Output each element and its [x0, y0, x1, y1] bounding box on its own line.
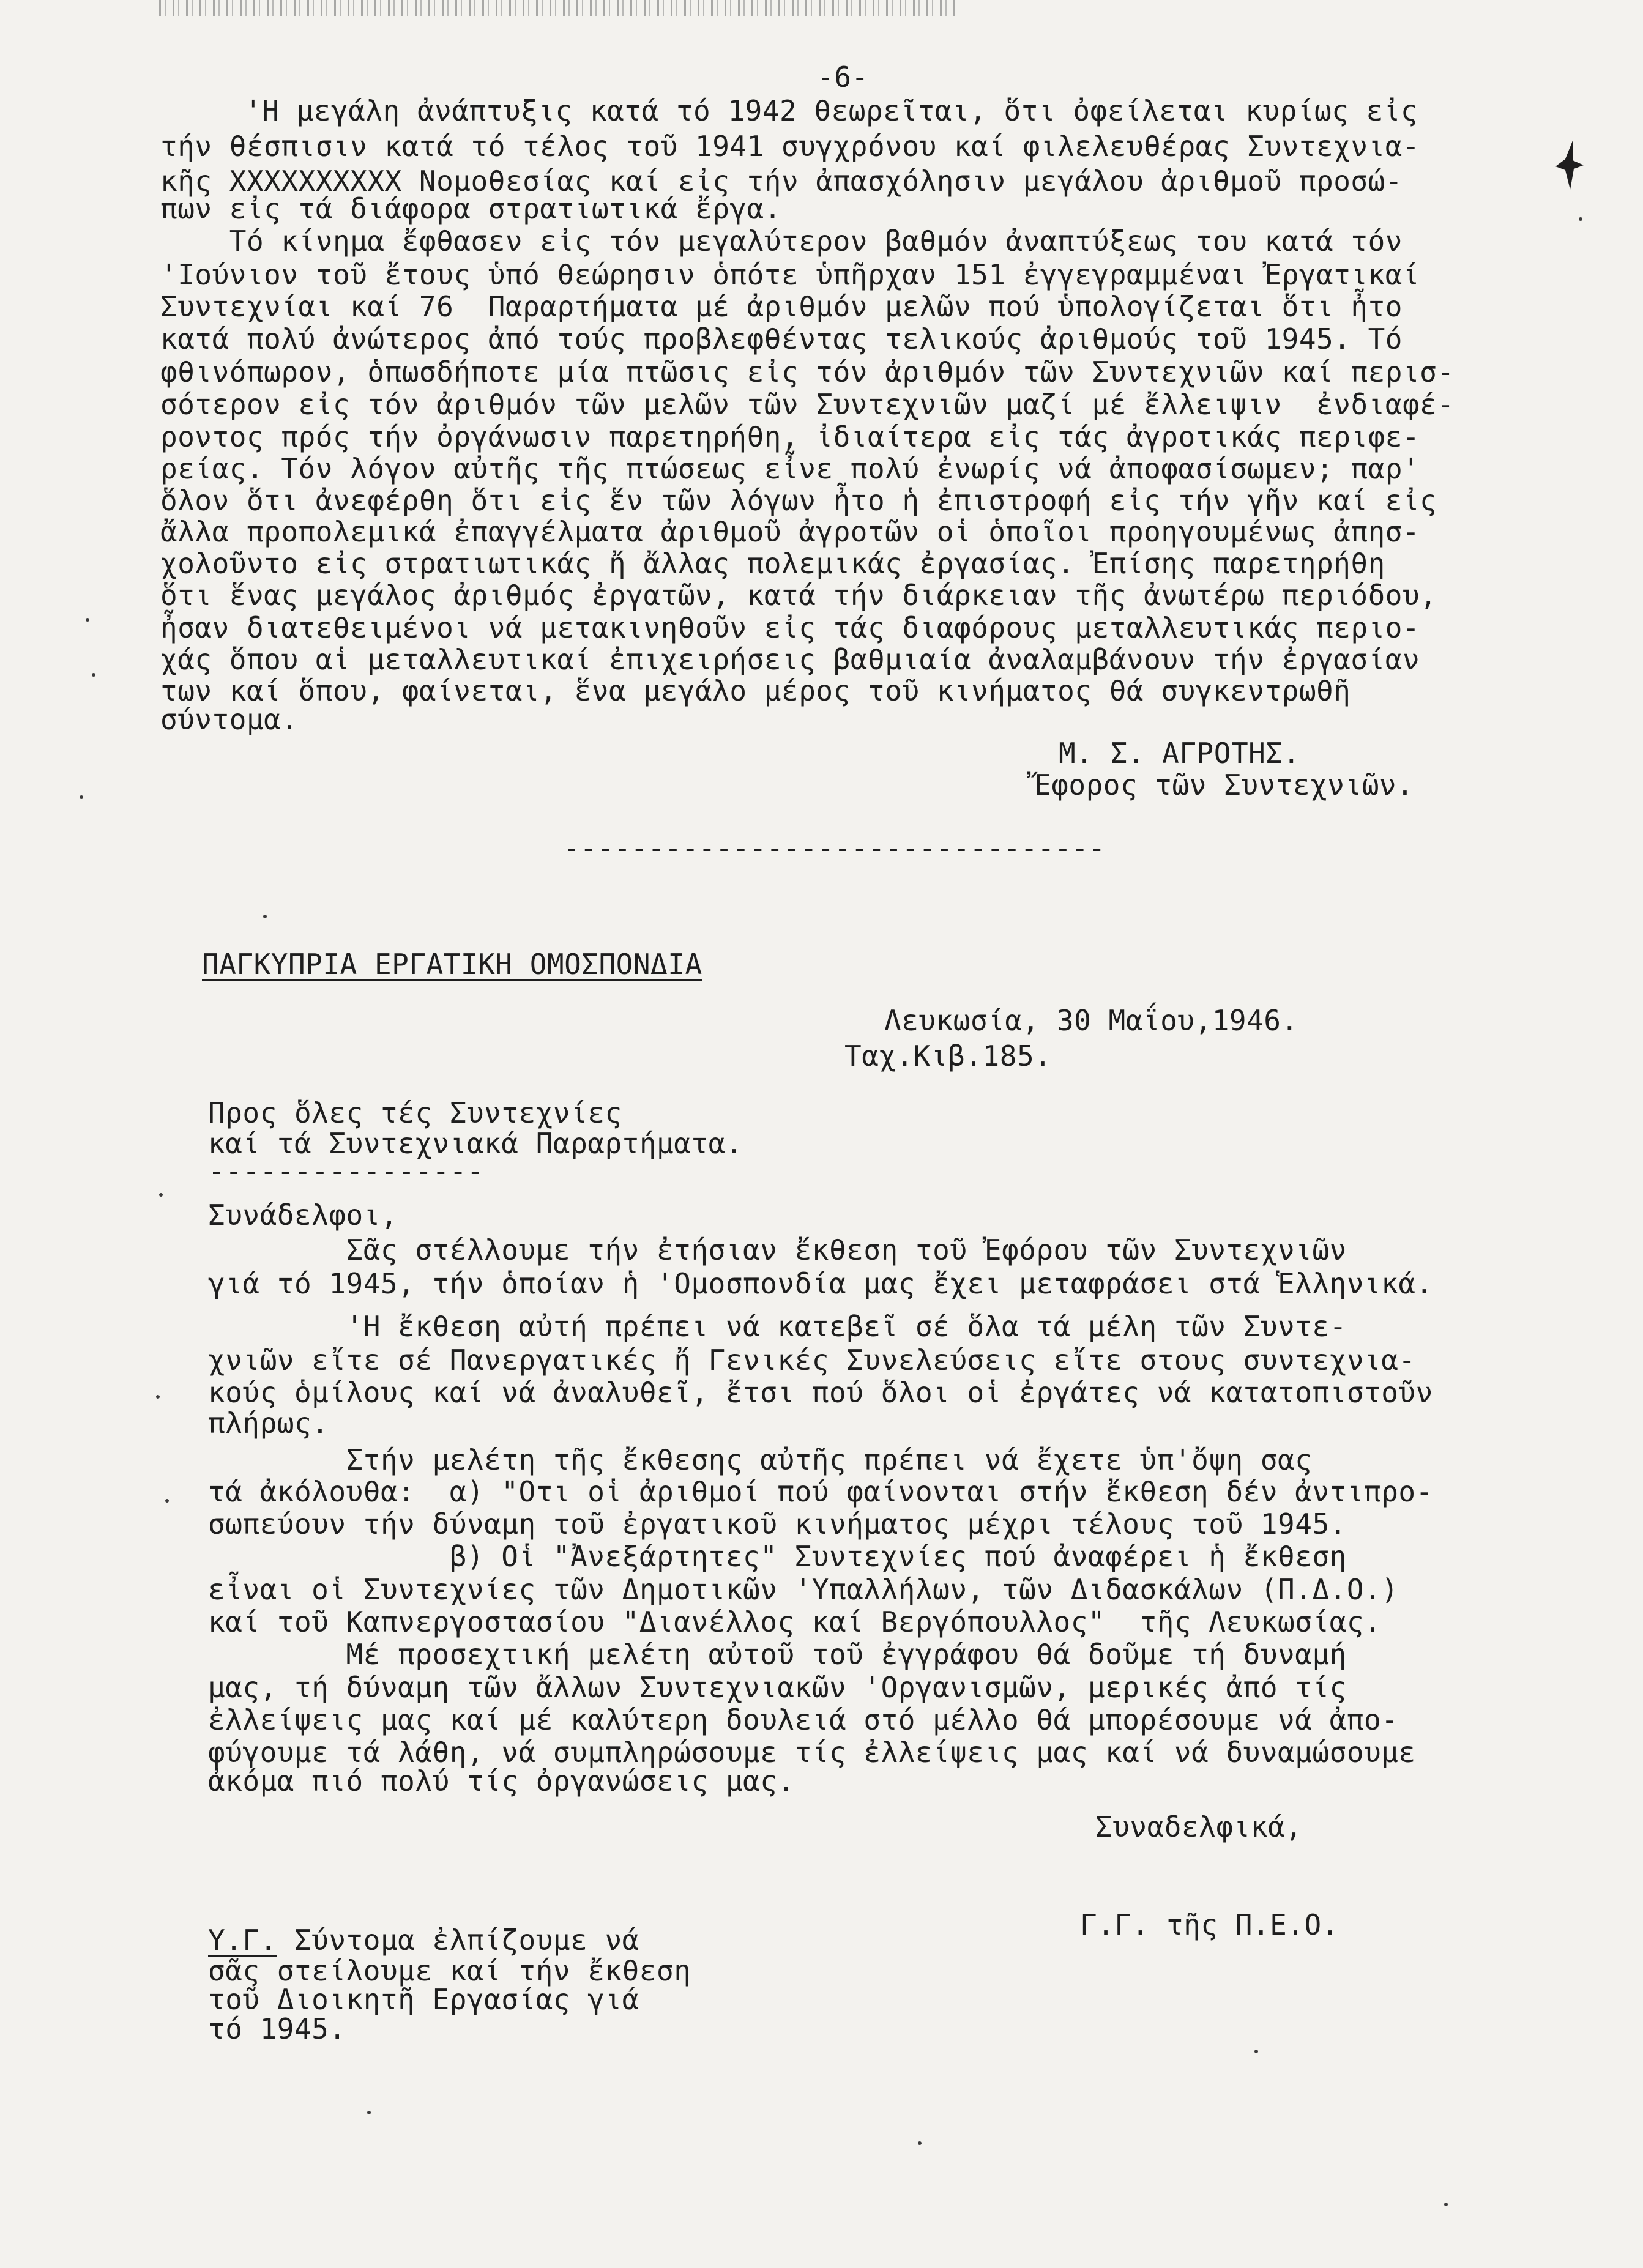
letter-line: πλήρως.	[208, 1407, 329, 1440]
scan-speck	[159, 1193, 163, 1197]
letter-line: εἶναι οἱ Συντεχνίες τῶν Δημοτικῶν 'Υπαλλήλων, τῶν Διδασκάλων (Π.Δ.Ο.)	[208, 1573, 1399, 1606]
scan-speck	[918, 2141, 922, 2145]
postscript-label: Υ.Γ.	[208, 1924, 277, 1957]
report-line: φθινόπωρον, ὁπωσδήποτε μία πτῶσις εἰς τόν ἀριθμόν τῶν Συντεχνιῶν καί περισ-	[160, 355, 1455, 389]
report-line: των καί ὅπου, φαίνεται, ἕνα μεγάλο μέρος τοῦ κινήματος θά συγκεντρωθῆ	[160, 674, 1351, 707]
scan-speck	[1444, 2203, 1448, 2206]
report-line: Τό κίνημα ἔφθασεν εἰς τόν μεγαλύτερον βαθμόν ἀναπτύξεως του κατά τόν	[160, 225, 1403, 258]
report-line: πων εἰς τά διάφορα στρατιωτικά ἔργα.	[160, 192, 781, 225]
report-line: ἄλλα προπολεμικά ἐπαγγέλματα ἀριθμοῦ ἀγροτῶν οἱ ὁποῖοι προηγουμένως ἀπησ-	[160, 515, 1420, 548]
recipient-rule: ----------------	[208, 1154, 485, 1188]
section-separator: --------------------------------	[563, 831, 1106, 864]
letter-line: σωπεύουν τήν δύναμη τοῦ ἐργατικοῦ κινήματος μέχρι τέλους τοῦ 1945.	[208, 1508, 1347, 1541]
po-box: Ταχ.Κιβ.185.	[844, 1039, 1052, 1073]
postscript-line: σᾶς στείλουμε καί τήν ἔκθεση	[208, 1954, 691, 1987]
report-line: κῆς ΧΧΧΧΧΧΧΧΧΧ Νομοθεσίας καί εἰς τήν ἀπασχόλησιν μεγάλου ἀριθμοῦ προσώ-	[160, 165, 1403, 198]
page-number: -6-	[817, 61, 869, 94]
recipient-line: Προς ὅλες τές Συντεχνίες	[208, 1096, 622, 1129]
report-line: τήν θέσπισιν κατά τό τέλος τοῦ 1941 συγχρόνου καί φιλελευθέρας Συντεχνια-	[160, 130, 1420, 163]
letter-line: γιά τό 1945, τήν ὁποίαν ἡ 'Ομοσπονδία μας ἔχει μεταφράσει στά Ἑλληνικά.	[208, 1267, 1433, 1300]
report-line: ὅτι ἕνας μεγάλος ἀριθμός ἐργατῶν, κατά τήν διάρκειαν τῆς ἀνωτέρω περιόδου,	[160, 579, 1437, 612]
scan-speck	[367, 2111, 371, 2114]
margin-mark-icon	[1554, 141, 1585, 190]
signature-name: Μ. Σ. ΑΓΡΟΤΗΣ.	[1059, 737, 1300, 770]
letter-line: φύγουμε τά λάθη, νά συμπληρώσουμε τίς ἐλλείψεις μας καί νά δυναμώσουμε	[208, 1736, 1416, 1769]
postscript-line: Σύντομα ἐλπίζουμε νά	[277, 1924, 639, 1957]
letter-line: κούς ὁμίλους καί νά ἀναλυθεῖ, ἔτσι πού ὅλοι οἱ ἐργάτες νά κατατοπιστοῦν	[208, 1376, 1433, 1409]
letter-line: 'Η ἔκθεση αὐτή πρέπει νά κατεβεῖ σέ ὅλα τά μέλη τῶν Συντε-	[208, 1310, 1347, 1343]
sender: Γ.Γ. τῆς Π.Ε.Ο.	[1080, 1908, 1339, 1941]
salutation: Συνάδελφοι,	[208, 1199, 398, 1232]
scan-speck	[156, 1395, 160, 1399]
recipient-line: καί τά Συντεχνιακά Παραρτήματα.	[208, 1127, 743, 1160]
letter-line: μας, τή δύναμη τῶν ἄλλων Συντεχνιακῶν 'Οργανισμῶν, μερικές ἀπό τίς	[208, 1671, 1347, 1704]
letter-line: ἀκόμα πιό πολύ τίς ὀργανώσεις μας.	[208, 1764, 795, 1798]
signature-title: Ἔφορος τῶν Συντεχνιῶν.	[1034, 768, 1414, 801]
closing: Συναδελφικά,	[1095, 1810, 1303, 1843]
report-line: χάς ὅπου αἱ μεταλλευτικαί ἐπιχειρήσεις βαθμιαία ἀναλαμβάνουν τήν ἐργασίαν	[160, 643, 1420, 676]
scan-speck	[263, 915, 267, 918]
report-line: 'Η μεγάλη ἀνάπτυξις κατά τό 1942 θεωρεῖται, ὅτι ὀφείλεται κυρίως εἰς	[245, 94, 1418, 127]
report-line: ἦσαν διατεθειμένοι νά μετακινηθοῦν εἰς τάς διαφόρους μεταλλευτικάς περιο-	[160, 611, 1420, 644]
postscript-first-line	[208, 1924, 639, 1956]
postscript-line: τοῦ Διοικητῆ Εργασίας γιά	[208, 1983, 639, 2016]
scan-speck	[86, 618, 89, 622]
letter-line: Στήν μελέτη τῆς ἔκθεσης αὐτῆς πρέπει νά ἔχετε ὑπ'ὄψη σας	[208, 1443, 1313, 1476]
scan-speck	[1579, 217, 1582, 221]
letter-line: β) Οἱ "Ἀνεξάρτητες" Συντεχνίες πού ἀναφέρει ἡ ἔκθεση	[208, 1540, 1347, 1573]
letter-line: Μέ προσεχτική μελέτη αὐτοῦ τοῦ ἐγγράφου θά δοῦμε τή δυναμή	[208, 1638, 1347, 1671]
letter-line: τά ἀκόλουθα: α) "Οτι οἱ ἀριθμοί πού φαίνονται στήν ἔκθεση δέν ἀντιπρο-	[208, 1475, 1433, 1508]
scan-speck	[80, 795, 83, 799]
letter-date: Λευκωσία, 30 Μαΐου,1946.	[884, 1004, 1298, 1037]
report-line: σότερον εἰς τόν ἀριθμόν τῶν μελῶν τῶν Συντεχνιῶν μαζί μέ ἔλλειψιν ἐνδιαφέ-	[160, 388, 1455, 421]
organization-header: ΠΑΓΚΥΠΡΙΑ ΕΡΓΑΤΙΚΗ ΟΜΟΣΠΟΝΔΙΑ	[202, 948, 702, 981]
report-line: 'Ιούνιον τοῦ ἔτους ὑπό θεώρησιν ὁπότε ὑπῆρχαν 151 ἐγγεγραμμέναι Ἐργατικαί	[160, 258, 1420, 291]
postscript-line: τό 1945.	[208, 2012, 346, 2045]
letter-line: ἐλλείψεις μας καί μέ καλύτερη δουλειά στό μέλλο θά μπορέσουμε νά ἀπο-	[208, 1703, 1399, 1736]
letter-line: Σᾶς στέλλουμε τήν ἐτήσιαν ἔκθεση τοῦ Ἐφόρου τῶν Συντεχνιῶν	[208, 1233, 1347, 1266]
scan-speck	[1254, 2050, 1258, 2053]
report-line: ροντος πρός τήν ὀργάνωσιν παρετηρήθη, ἰδιαίτερα εἰς τάς ἀγροτικάς περιφε-	[160, 420, 1420, 453]
report-line: κατά πολύ ἀνώτερος ἀπό τούς προβλεφθέντας τελικούς ἀριθμούς τοῦ 1945. Τό	[160, 322, 1403, 355]
scan-noise	[159, 0, 955, 16]
report-line: Συντεχνίαι καί 76 Παραρτήματα μέ ἀριθμόν μελῶν πού ὑπολογίζεται ὅτι ἦτο	[160, 290, 1403, 323]
letter-line: καί τοῦ Καπνεργοστασίου "Διανέλλος καί Βεργόπουλλος" τῆς Λευκωσίας.	[208, 1605, 1382, 1638]
report-line: σύντομα.	[160, 703, 299, 736]
report-line: ρείας. Τόν λόγον αὐτῆς τῆς πτώσεως εἶνε πολύ ἐνωρίς νά ἀποφασίσωμεν; παρ'	[160, 452, 1420, 485]
scan-speck	[92, 673, 95, 677]
scan-speck	[165, 1499, 169, 1503]
report-line: χολοῦντο εἰς στρατιωτικάς ἤ ἄλλας πολεμικάς ἐργασίας. Ἐπίσης παρετηρήθη	[160, 547, 1385, 580]
report-line: ὅλον ὅτι ἀνεφέρθη ὅτι εἰς ἕν τῶν λόγων ἦτο ἡ ἐπιστροφή εἰς τήν γῆν καί εἰς	[160, 484, 1437, 517]
letter-line: χνιῶν εἴτε σέ Πανεργατικές ἤ Γενικές Συνελεύσεις εἴτε στους συντεχνια-	[208, 1344, 1416, 1377]
